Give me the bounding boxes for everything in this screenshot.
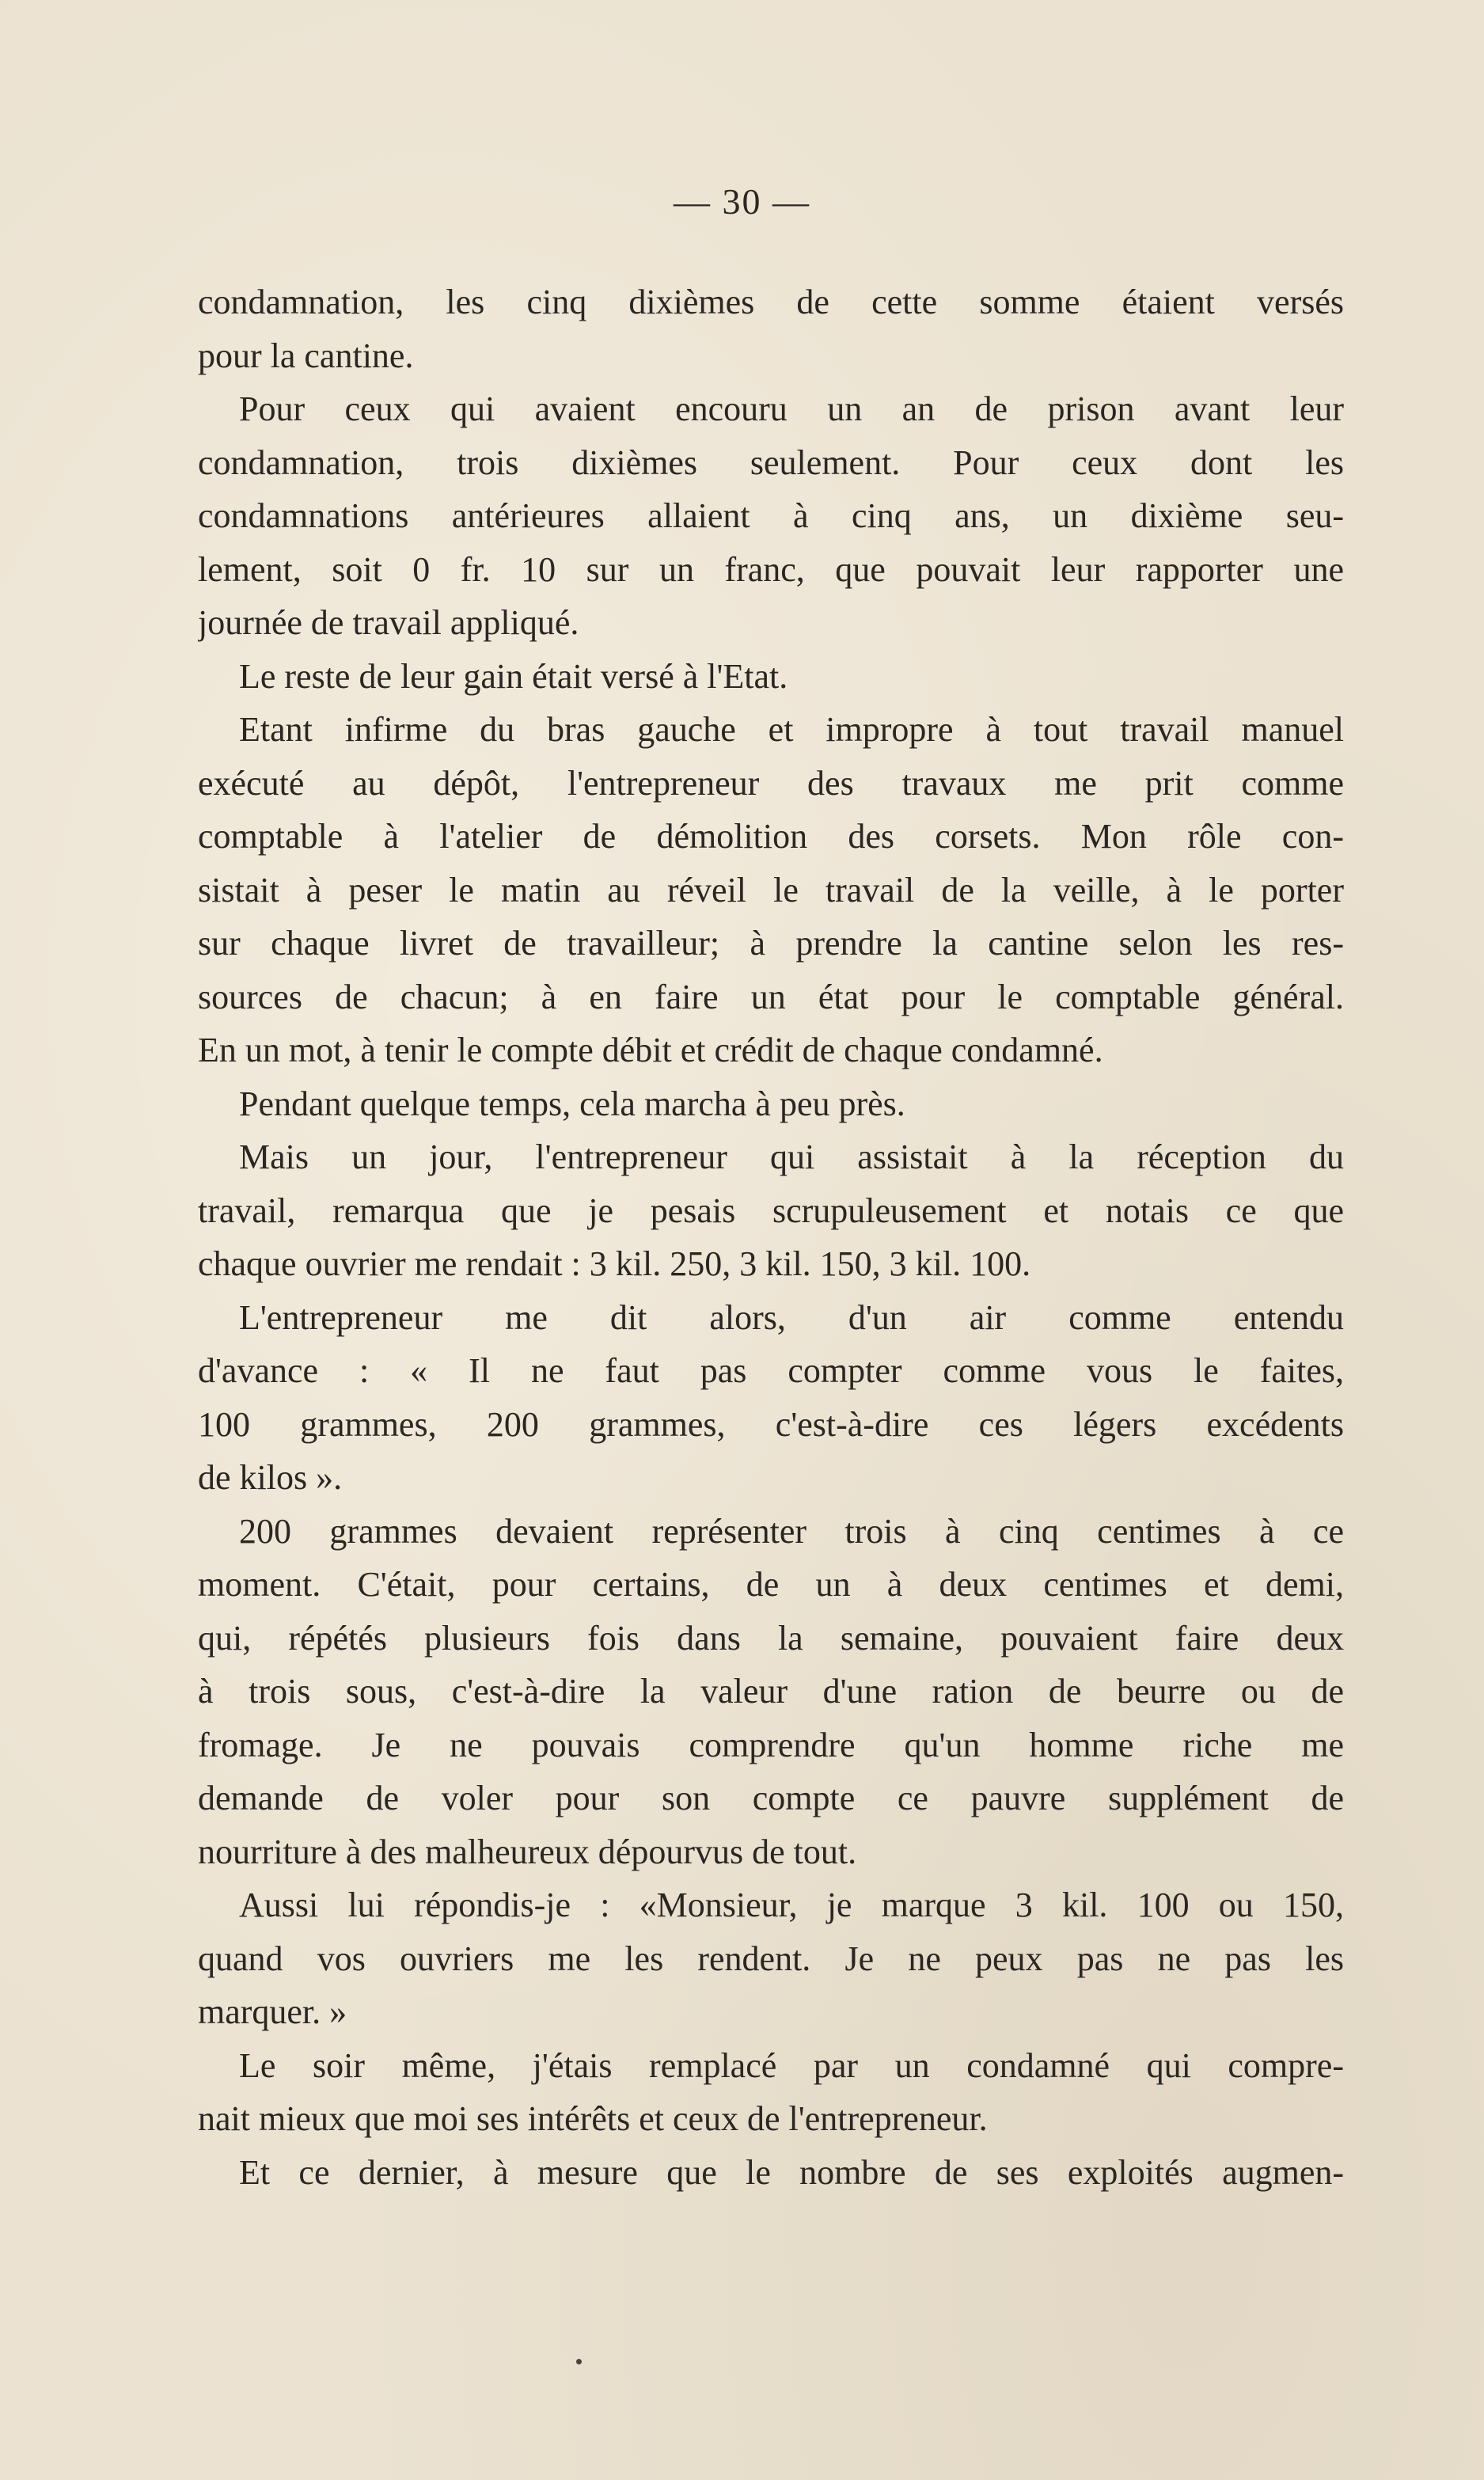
text-line: Aussi lui répondis-je : «Monsieur, je marque 3 kil. 100 ou 150,	[239, 1886, 1344, 1924]
paragraph	[198, 1505, 1344, 1879]
text-line: condamnation, trois dixièmes seulement. Pour ceux dont les	[198, 442, 1344, 482]
text-line: Le reste de leur gain était versé à l'Etat.	[239, 656, 788, 696]
ink-speck	[576, 2359, 582, 2364]
text-line: Pendant quelque temps, cela marcha à peu près.	[239, 1084, 905, 1123]
text-line: Le soir même, j'étais remplacé par un condamné qui compre-	[239, 2045, 1344, 2085]
text-line: sur chaque livret de travailleur; à prendre la cantine selon les res-	[198, 924, 1344, 963]
paragraph	[198, 2146, 1344, 2200]
text-line: L'entrepreneur me dit alors, d'un air comme entendu	[239, 1297, 1344, 1337]
text-line: Pour ceux qui avaient encouru un an de prison avant leur	[239, 389, 1344, 428]
paragraph	[198, 703, 1344, 1077]
text-line: condamnation, les cinq dixièmes de cette somme étaient versés	[198, 283, 1344, 321]
text-line: 100 grammes, 200 grammes, c'est-à-dire ces légers excédents	[198, 1404, 1344, 1444]
text-line: sistait à peser le matin au réveil le travail de la veille, à le porter	[198, 870, 1344, 910]
text-line: fromage. Je ne pouvais comprendre qu'un homme riche me	[198, 1725, 1344, 1764]
text-line: 200 grammes devaient représenter trois à cinq centimes à ce	[239, 1511, 1344, 1551]
text-line: de kilos ».	[198, 1458, 343, 1497]
text-line: chaque ouvrier me rendait : 3 kil. 250, 3 kil. 150, 3 kil. 100.	[198, 1244, 1031, 1283]
text-line: journée de travail appliqué.	[198, 603, 579, 642]
text-line: sources de chacun; à en faire un état pour le comptable général.	[198, 977, 1344, 1016]
page-number: — 30 —	[674, 181, 810, 222]
text-line: demande de voler pour son compte ce pauvre supplément de	[198, 1779, 1344, 1817]
paragraph	[198, 275, 1344, 382]
text-line: En un mot, à tenir le compte débit et crédit de chaque condamné.	[198, 1031, 1103, 1069]
paragraph	[198, 1130, 1344, 1291]
text-line: marquer. »	[198, 1992, 347, 2031]
paragraph	[198, 650, 1344, 704]
paragraph	[198, 382, 1344, 650]
text-line: d'avance : « Il ne faut pas compter comme vous le faites,	[198, 1351, 1344, 1390]
text-line: quand vos ouvriers me les rendent. Je ne peux pas ne pas les	[198, 1939, 1344, 1978]
text-line: Mais un jour, l'entrepreneur qui assistait à la réception du	[239, 1137, 1344, 1176]
text-line: qui, répétés plusieurs fois dans la semaine, pouvaient faire deux	[198, 1618, 1344, 1658]
text-line: lement, soit 0 fr. 10 sur un franc, que pouvait leur rapporter une	[198, 549, 1344, 589]
text-line: Etant infirme du bras gauche et impropre à tout travail manuel	[239, 710, 1344, 749]
body-text	[198, 275, 1344, 2199]
text-line: travail, remarqua que je pesais scrupuleusement et notais ce que	[198, 1191, 1344, 1230]
text-line: nourriture à des malheureux dépourvus de tout.	[198, 1832, 857, 1871]
text-line: moment. C'était, pour certains, de un à deux centimes et demi,	[198, 1565, 1344, 1604]
text-line: nait mieux que moi ses intérêts et ceux de l'entrepreneur.	[198, 2099, 988, 2138]
paragraph	[198, 2039, 1344, 2146]
text-line: comptable à l'atelier de démolition des corsets. Mon rôle con-	[198, 817, 1344, 856]
paragraph	[198, 1077, 1344, 1131]
text-line: pour la cantine.	[198, 336, 414, 375]
paragraph	[198, 1878, 1344, 2039]
text-line: à trois sous, c'est-à-dire la valeur d'une ration de beurre ou de	[198, 1672, 1344, 1711]
paragraph	[198, 1291, 1344, 1505]
text-line: Et ce dernier, à mesure que le nombre de ses exploités augmen-	[239, 2152, 1344, 2192]
text-line: exécuté au dépôt, l'entrepreneur des travaux me prit comme	[198, 763, 1344, 803]
text-line: condamnations antérieures allaient à cinq ans, un dixième seu-	[198, 496, 1344, 535]
